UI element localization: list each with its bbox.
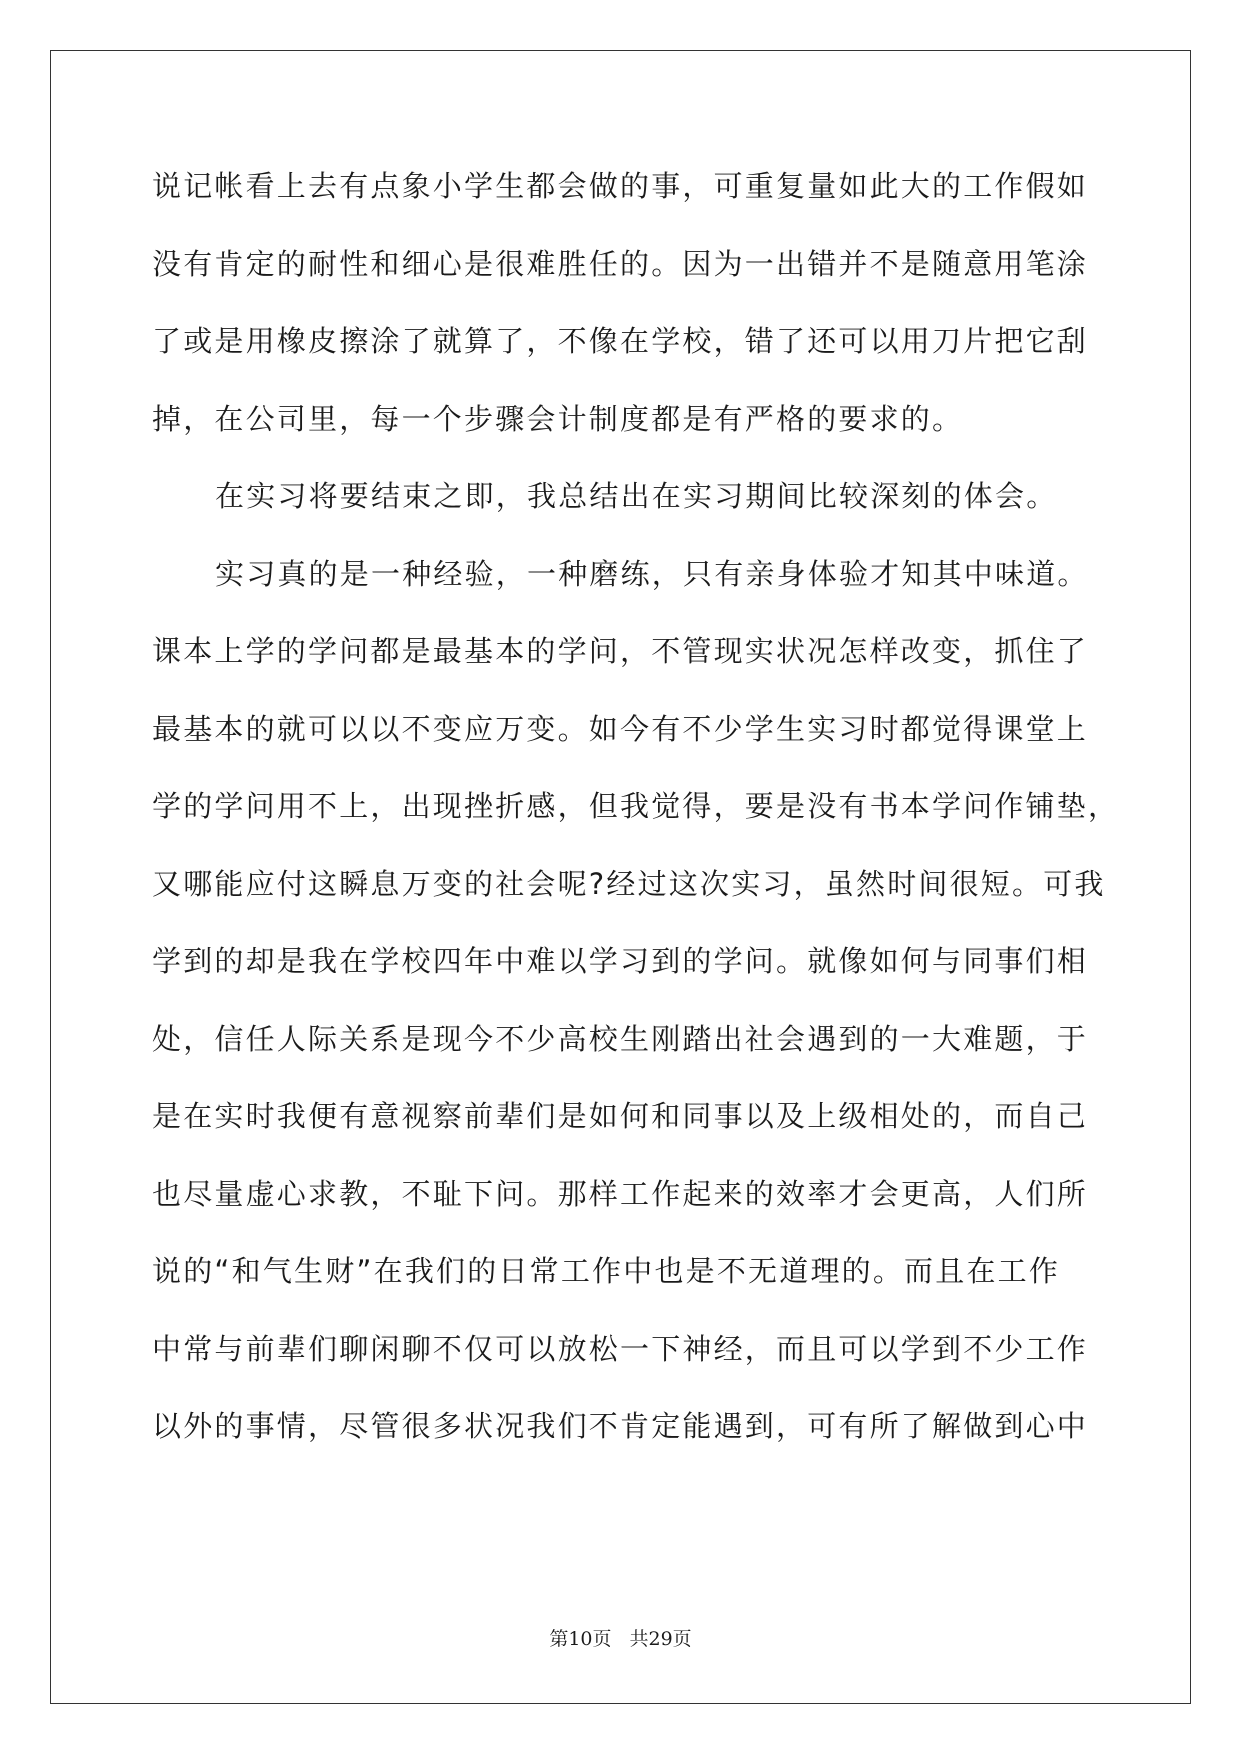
text-line: 说的“和气生财”在我们的日常工作中也是不无道理的。而且在工作	[152, 1254, 1061, 1288]
text-line: 掉，在公司里，每一个步骤会计制度都是有严格的要求的。	[152, 401, 964, 436]
text-line: 以外的事情，尽管很多状况我们不肯定能遇到，可有所了解做到心中	[152, 1409, 1089, 1443]
text-line: 是在实时我便有意视察前辈们是如何和同事以及上级相处的，而自己	[152, 1099, 1089, 1133]
text-line: 学到的却是我在学校四年中难以学习到的学问。就像如何与同事们相	[152, 944, 1089, 978]
text-line: 课本上学的学问都是最基本的学问，不管现实状况怎样改变，抓住了	[152, 634, 1089, 668]
text-line: 处，信任人际关系是现今不少高校生刚踏出社会遇到的一大难题，于	[152, 1021, 1089, 1056]
document-body	[152, 166, 1120, 1484]
text-line: 实习真的是一种经验，一种磨练，只有亲身体验才知其中味道。	[215, 556, 1089, 591]
text-line: 学的学问用不上，出现挫折感，但我觉得，要是没有书本学问作铺垫，	[152, 789, 1120, 823]
text-line: 最基本的就可以以不变应万变。如今有不少学生实习时都觉得课堂上	[152, 711, 1089, 746]
text-line: 说记帐看上去有点象小学生都会做的事，可重复量如此大的工作假如	[152, 169, 1089, 203]
page-footer	[0, 1624, 1241, 1651]
text-line: 没有肯定的耐性和细心是很难胜任的。因为一出错并不是随意用笔涂	[152, 246, 1089, 281]
total-pages-label: 共29页	[629, 1628, 692, 1650]
text-line: 了或是用橡皮擦涂了就算了，不像在学校，错了还可以用刀片把它刮	[152, 324, 1089, 358]
text-line: 又哪能应付这瞬息万变的社会呢?经过这次实习，虽然时间很短。可我	[152, 866, 1106, 901]
text-line: 在实习将要结束之即，我总结出在实习期间比较深刻的体会。	[215, 479, 1058, 513]
text-line: 中常与前辈们聊闲聊不仅可以放松一下神经，而且可以学到不少工作	[152, 1331, 1089, 1366]
text-line: 也尽量虚心求教，不耻下问。那样工作起来的效率才会更高，人们所	[152, 1176, 1089, 1211]
current-page-label: 第10页	[549, 1628, 612, 1650]
